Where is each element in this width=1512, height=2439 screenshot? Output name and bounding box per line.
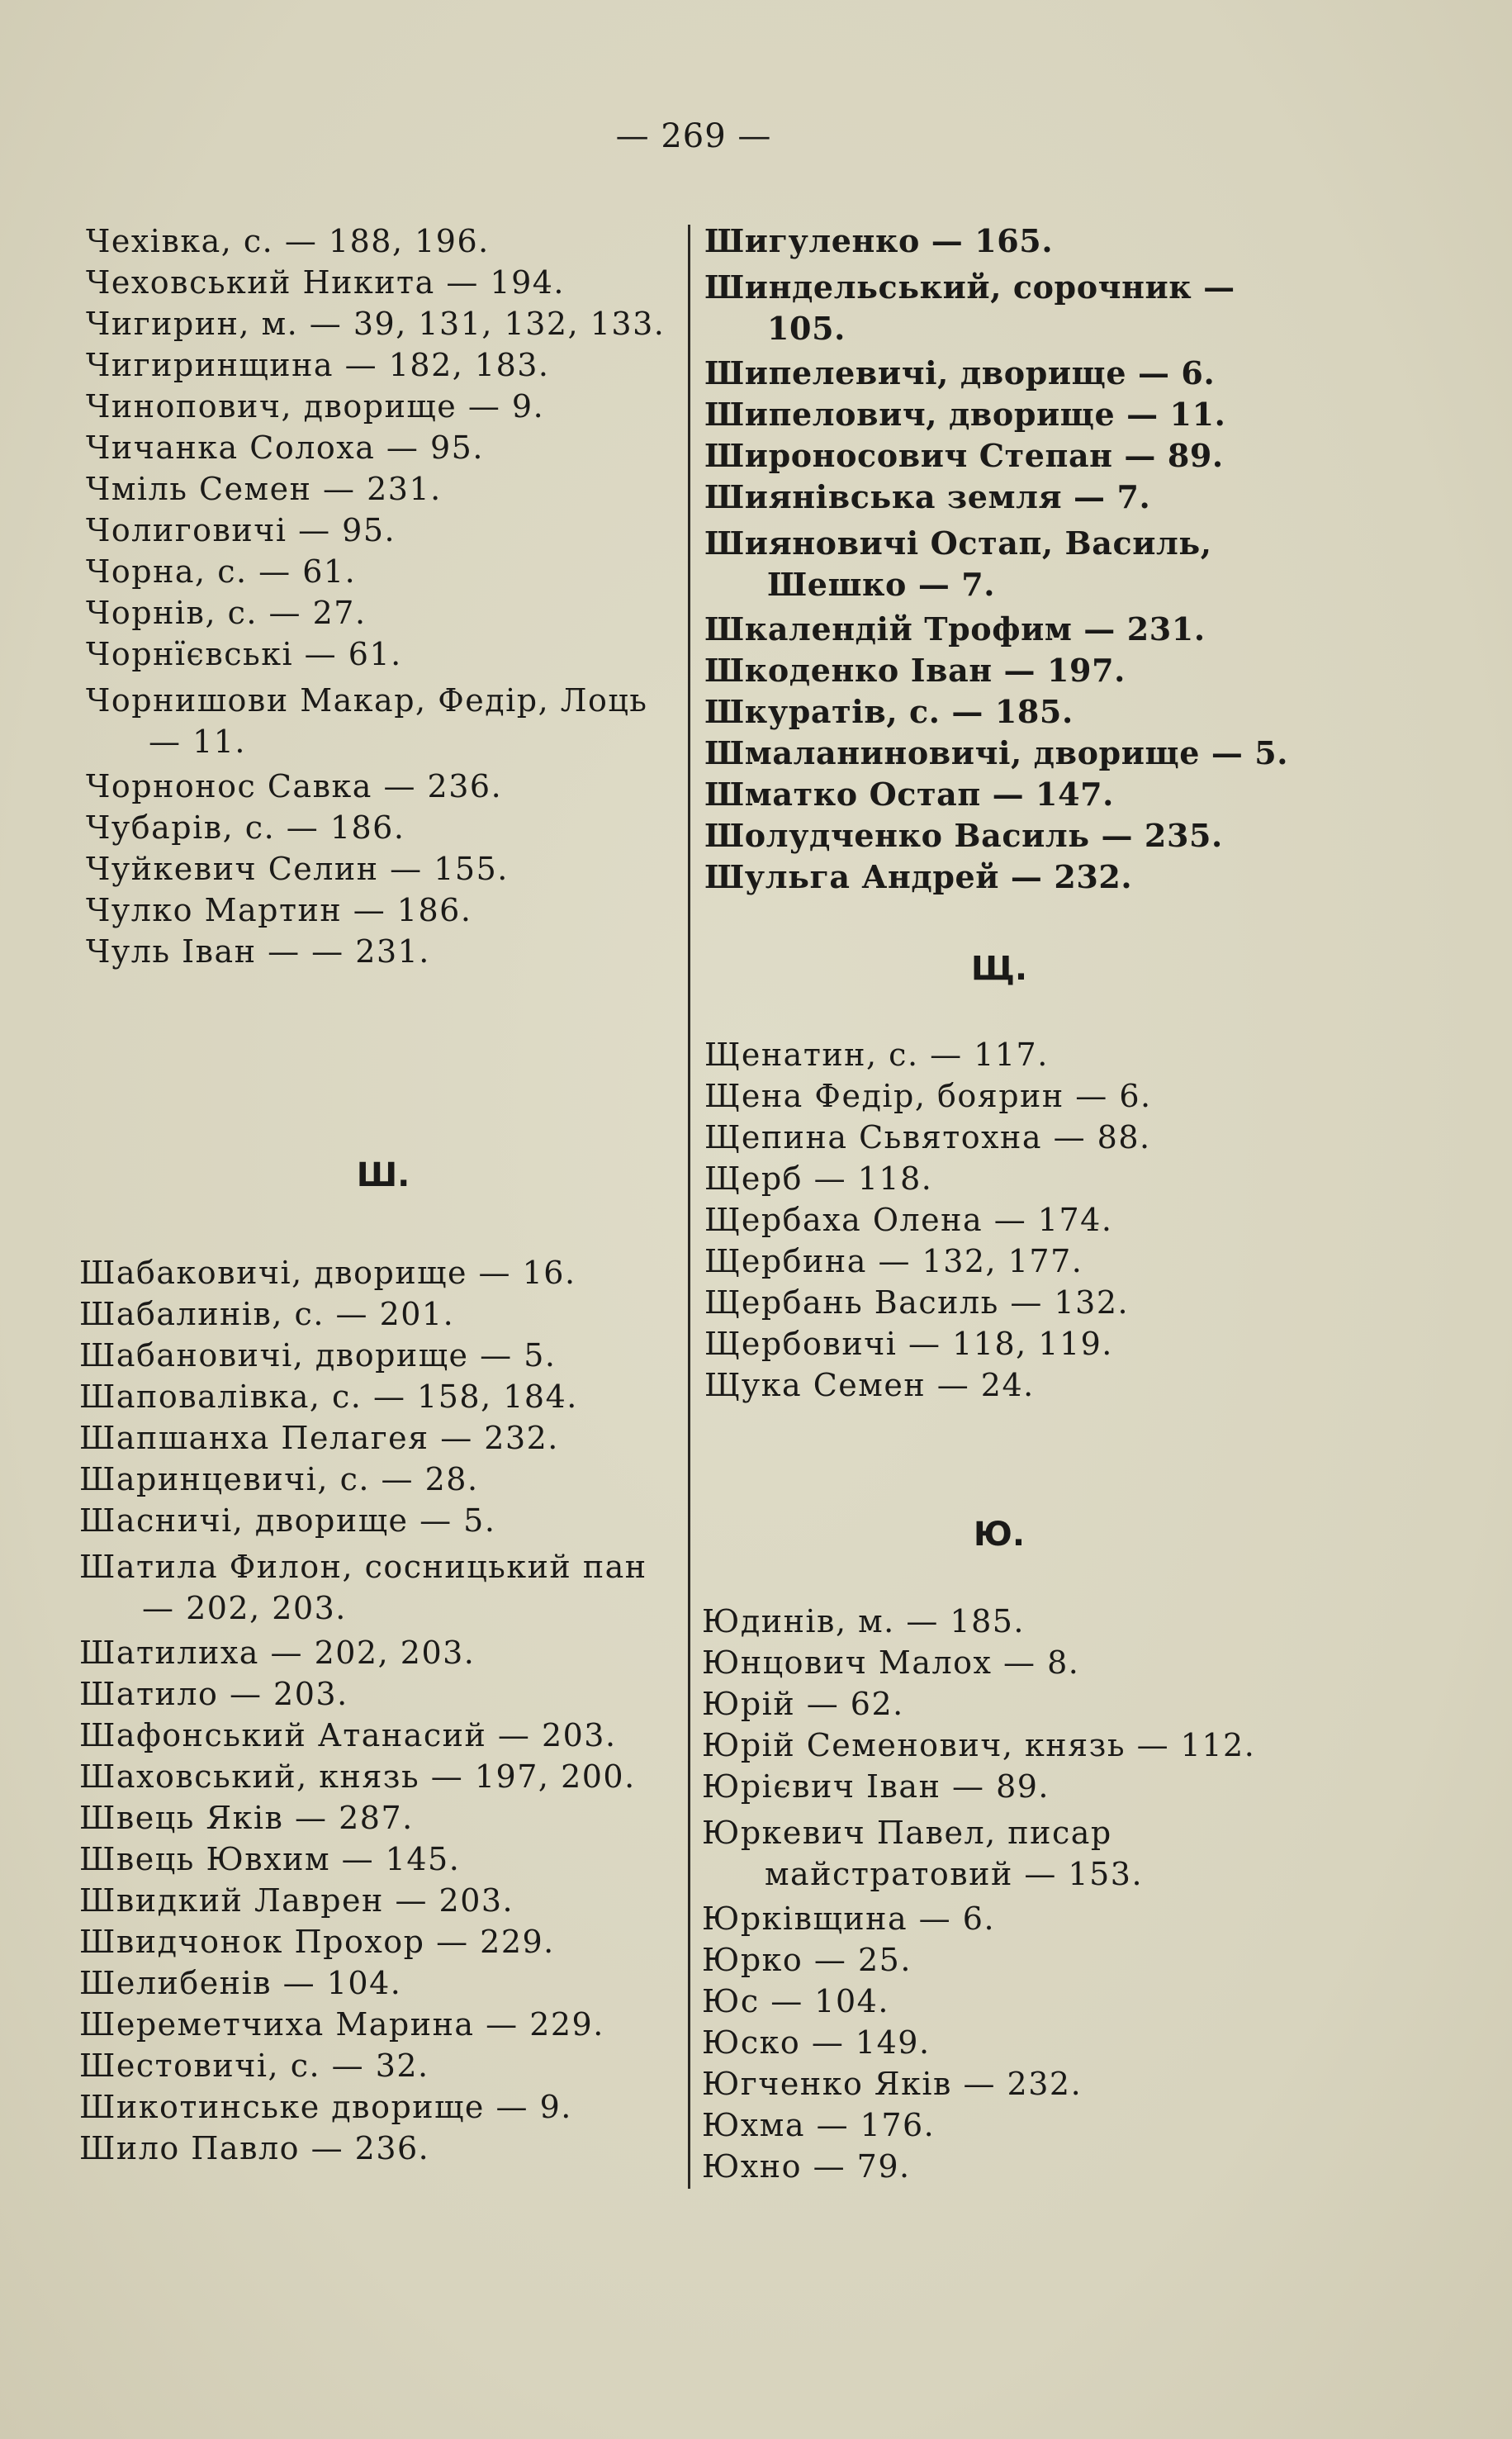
index-entry: Шикотинське дворище — 9. (79, 2089, 572, 2125)
index-entry: Юрко — 25. (702, 1942, 912, 1978)
section-heading-sha: Ш. (356, 1156, 410, 1194)
index-entry: Чолиговичі — 95. (86, 512, 396, 548)
index-entry: Шабановичі, дворище — 5. (79, 1337, 557, 1374)
index-entry: Юс — 104. (702, 1983, 889, 2019)
index-entry: Юско — 149. (702, 2024, 931, 2061)
index-entry: Чубарів, с. — 186. (86, 809, 405, 846)
index-entry: Щербаха Олена — 174. (704, 1202, 1113, 1238)
index-entry: Щена Федір, боярин — 6. (704, 1078, 1152, 1114)
index-entry: Чинопович, дворище — 9. (86, 388, 545, 425)
index-entry: Шаринцевичі, с. — 28. (79, 1461, 479, 1497)
index-entry: Щерб — 118. (704, 1160, 933, 1197)
index-entry: Шматко Остап — 147. (704, 776, 1115, 813)
index-entry: Чеховський Никита — 194. (86, 264, 566, 301)
index-entry: Чулко Мартин — 186. (86, 892, 472, 928)
index-entry: Шолудченко Василь — 235. (704, 817, 1223, 854)
index-entry: Юрієвич Іван — 89. (702, 1768, 1050, 1805)
index-entry: Шаповалівка, с. — 158, 184. (79, 1378, 578, 1415)
right-index-list-shcha (704, 1034, 1315, 1406)
index-entry: Чичанка Солоха — 95. (86, 429, 484, 466)
section-heading-shcha: Щ. (970, 950, 1028, 988)
index-entry: Юхно — 79. (702, 2148, 911, 2185)
index-entry: Шасничі, дворище — 5. (79, 1502, 496, 1539)
index-entry: Шигуленко — 165. (704, 222, 1054, 259)
index-entry: Чехівка, с. — 188, 196. (86, 223, 490, 259)
index-entry: Шестовичі, с. — 32. (79, 2048, 429, 2084)
index-entry: Чорна, с. — 61. (86, 553, 357, 590)
index-entry: Шмаланиновичі, дворище — 5. (704, 734, 1289, 771)
index-entry: Щербовичі — 118, 119. (704, 1326, 1113, 1362)
left-index-list-ch (86, 221, 689, 972)
index-entry: Шаховський, князь — 197, 200. (79, 1758, 636, 1795)
index-entry: Шкалендій Трофим — 231. (704, 610, 1206, 648)
index-entry: Шатила Филон, сосницький пан — 202, 203. (79, 1549, 647, 1626)
index-entry: Юнцович Малох — 8. (702, 1644, 1080, 1681)
index-entry: Шафонський Атанасий — 203. (79, 1717, 617, 1753)
index-entry: Щербань Василь — 132. (704, 1284, 1130, 1321)
section-heading-yu: Ю. (973, 1516, 1026, 1554)
index-entry: Чигирин, м. — 39, 131, 132, 133. (86, 306, 666, 342)
index-entry: Юрківщина — 6. (702, 1900, 996, 1937)
index-entry: Шило Павло — 236. (79, 2130, 430, 2166)
index-entry: Широносович Степан — 89. (704, 437, 1224, 474)
index-entry: Щербина — 132, 177. (704, 1243, 1083, 1279)
index-entry: Шипелович, дворище — 11. (704, 396, 1226, 433)
index-entry: Юрій Семенович, князь — 112. (702, 1727, 1256, 1763)
index-entry: Шатилиха — 202, 203. (79, 1635, 476, 1671)
index-entry: Шипелевичі, дворище — 6. (704, 354, 1216, 391)
left-index-list-sha (79, 1252, 682, 2169)
index-entry: Швець Ювхим — 145. (79, 1841, 461, 1877)
page-number: — 269 — (615, 117, 772, 155)
index-entry: Щука Семен — 24. (704, 1367, 1035, 1403)
index-entry: Чорнишови Макар, Федір, Лоць — 11. (86, 682, 648, 760)
index-entry: Юхма — 176. (702, 2107, 936, 2143)
index-entry: Шиндельський, сорочник — 105. (704, 268, 1235, 347)
right-index-list-yu (702, 1601, 1317, 2187)
index-entry: Чорнїєвські — 61. (86, 636, 402, 672)
index-entry: Щепина Сьвятохна — 88. (704, 1119, 1151, 1155)
index-entry: Шапшанха Пелагея — 232. (79, 1420, 559, 1456)
index-entry: Юркевич Павел, писар майстратовий — 153. (702, 1815, 1144, 1892)
index-entry: Шиянівська земля — 7. (704, 478, 1151, 515)
index-entry: Чигиринщина — 182, 183. (86, 347, 550, 383)
index-entry: Чміль Семен — 231. (86, 471, 442, 507)
index-entry: Шелибенів — 104. (79, 1965, 402, 2001)
index-entry: Швидчонок Прохор — 229. (79, 1924, 555, 1960)
index-entry: Шульга Андрей — 232. (704, 858, 1133, 895)
index-entry: Югченко Яків — 232. (702, 2066, 1083, 2102)
index-entry: Щенатин, с. — 117. (704, 1037, 1049, 1073)
index-entry: Шкуратів, с. — 185. (704, 693, 1074, 730)
index-entry: Шияновичі Остап, Василь, Шешко — 7. (704, 524, 1212, 603)
index-entry: Юрій — 62. (702, 1686, 904, 1722)
index-entry: Шкоденко Іван — 197. (704, 652, 1126, 689)
index-entry: Швидкий Лаврен — 203. (79, 1882, 514, 1919)
index-entry: Шатило — 203. (79, 1676, 348, 1712)
index-entry: Чорнів, с. — 27. (86, 595, 367, 631)
index-entry: Шереметчиха Марина — 229. (79, 2006, 604, 2043)
index-entry: Чорнонос Савка — 236. (86, 768, 503, 804)
index-entry: Шабалинів, с. — 201. (79, 1296, 455, 1332)
index-entry: Чуль Іван — — 231. (86, 933, 430, 970)
index-entry: Шабаковичі, дворище — 16. (79, 1255, 576, 1291)
right-index-list-sha (704, 221, 1315, 898)
index-entry: Швець Яків — 287. (79, 1800, 414, 1836)
index-entry: Чуйкевич Селин — 155. (86, 851, 509, 887)
index-entry: Юдинів, м. — 185. (702, 1603, 1026, 1639)
